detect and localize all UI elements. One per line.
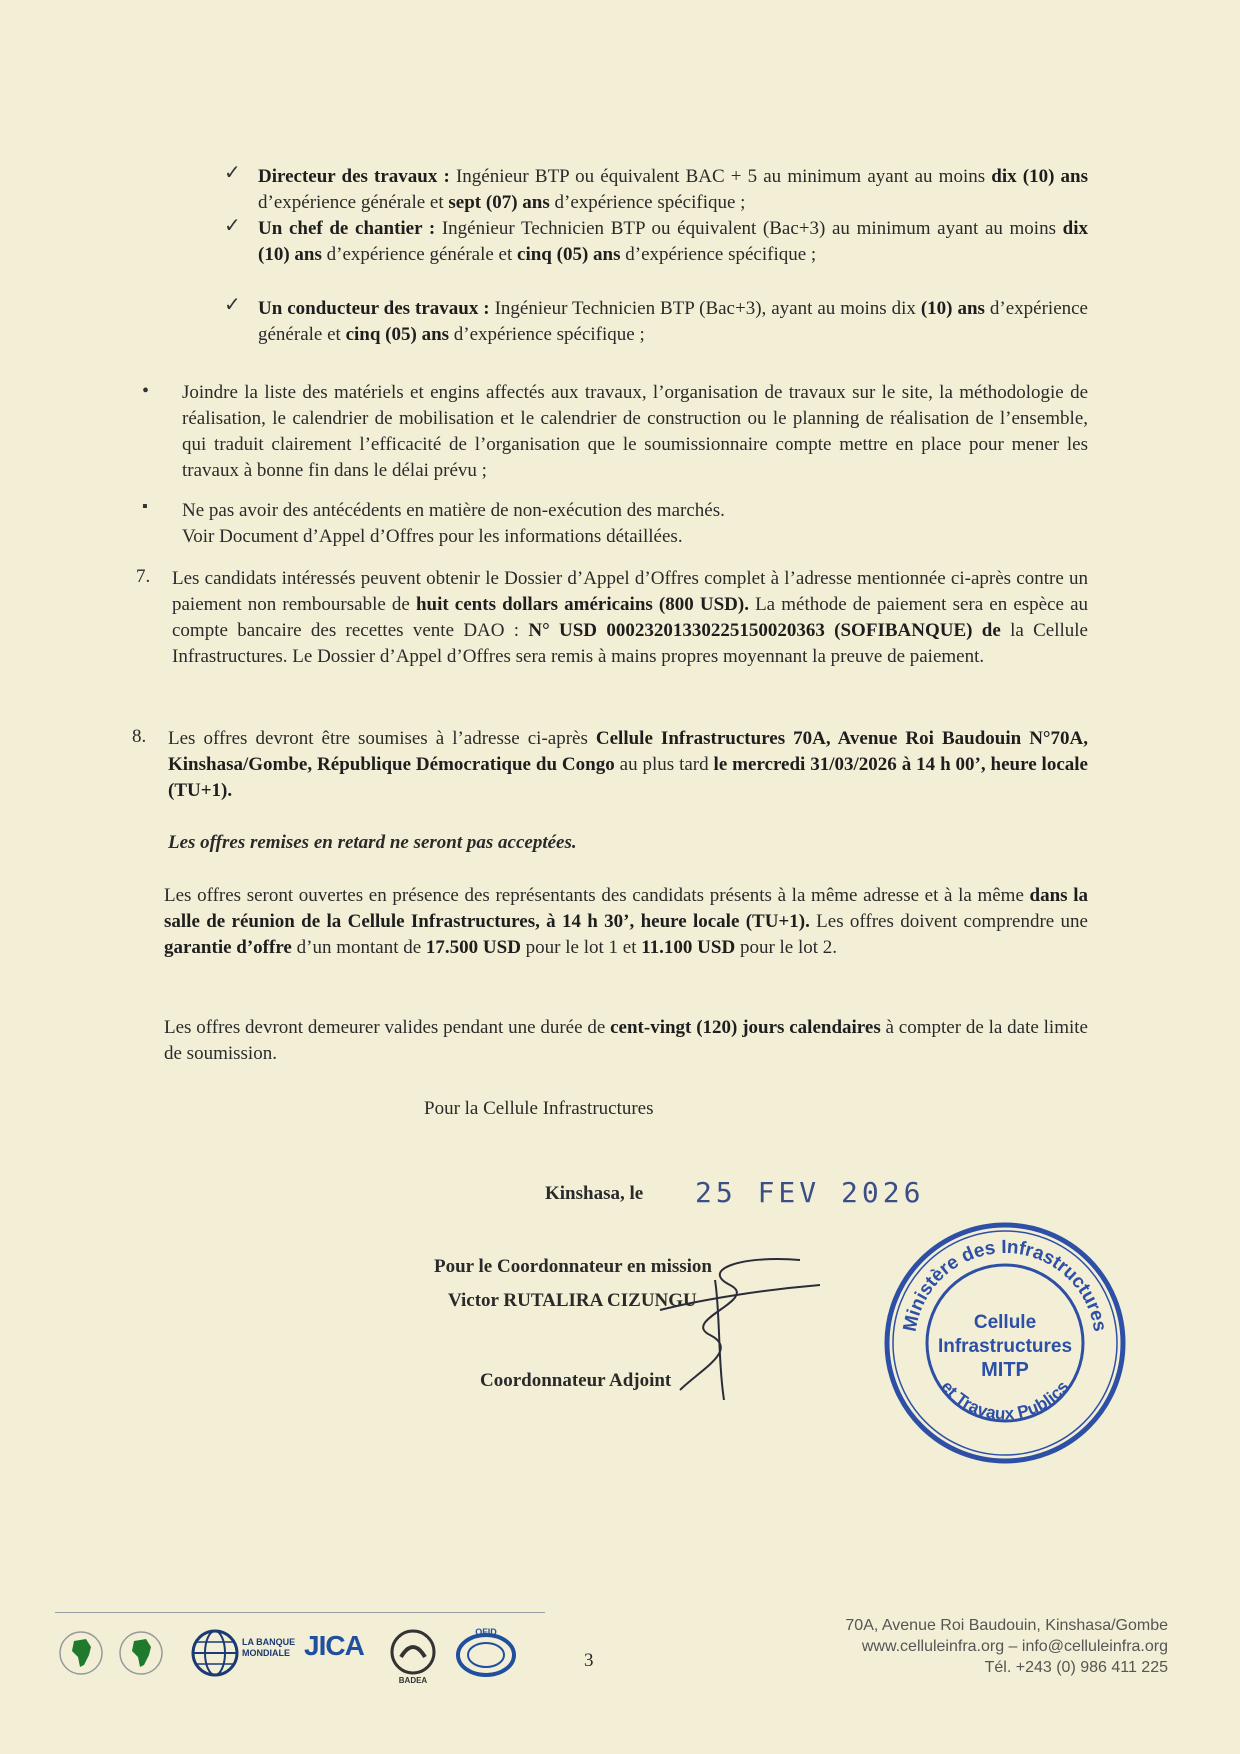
stamp-top-text: Ministère des Infrastructures	[899, 1236, 1111, 1334]
world-bank-label: LA BANQUE MONDIALE	[242, 1637, 296, 1658]
footer-tel: Tél. +243 (0) 986 411 225	[984, 1659, 1168, 1676]
page-number: 3	[584, 1650, 594, 1671]
item-7-number: 7.	[136, 566, 151, 587]
staff-directeur: Directeur des travaux : Ingénieur BTP ou équivalent BAC + 5 au minimum ayant au moins dix (10) ans d’expérience générale et sept (07) ans d’expérience spécifique ;	[258, 166, 1089, 213]
ofid-logo	[452, 1625, 520, 1681]
jica-logo: JICA	[304, 1630, 364, 1661]
stamp-bottom-text: et Travaux Publics	[937, 1377, 1073, 1424]
late-offers-notice: Les offres remises en retard ne seront pas acceptées.	[168, 832, 577, 853]
stamp-line-2: Infrastructures	[937, 1336, 1073, 1357]
bullet-see-doc: Voir Document d’Appel d’Offres pour les informations détaillées.	[182, 526, 683, 547]
stamp-line-1: Cellule	[973, 1312, 1037, 1333]
pour-cellule: Pour la Cellule Infrastructures	[424, 1098, 654, 1119]
date-stamp: 25 FEV 2026	[695, 1176, 925, 1209]
official-stamp	[880, 1218, 1130, 1468]
staff-chef-chantier: Un chef de chantier : Ingénieur Technicien BTP ou équivalent (Bac+3) au minimum ayant au moins dix (10) ans d’expérience générale et cinq (05) ans d’expérience spécifique ;	[258, 218, 1088, 265]
footer-address-block	[845, 1615, 1168, 1678]
handwritten-signature	[620, 1240, 840, 1420]
signatory-title: Coordonnateur Adjoint	[480, 1370, 672, 1391]
item-7-text: Les candidats intéressés peuvent obtenir le Dossier d’Appel d’Offres complet à l’adresse mentionnée ci-après contre un paiement non remboursable de huit cents dollars américains (800 USD). La méthode de paiement sera en espèce au compte bancaire des recettes vente DAO : N° USD 00023201330225150020363 (SOFIBANQUE) de la Cellule Infrastructures. Le Dossier d’Appel d’Offres sera remis à mains propres moyennant la preuve de paiement.	[172, 568, 1088, 667]
item-8-number: 8.	[132, 726, 147, 747]
bullet-materials: Joindre la liste des matériels et engins affectés aux travaux, l’organisation de travaux sur le site, la méthodologie de réalisation, le calendrier de mobilisation et le calendrier de construction ou le planning de réalisation de l’ensemble, qui traduit clairement l’efficacité de l’organisation que le soumissionnaire compte mettre en place pour mener les travaux à bonne fin dans le délai prévu ;	[182, 382, 1088, 481]
check-icon: ✓	[224, 162, 241, 184]
footer-divider	[55, 1612, 545, 1613]
africa-logo-2	[118, 1625, 164, 1681]
pour-coordonnateur: Pour le Coordonnateur en mission	[434, 1256, 712, 1277]
bullet-icon: •	[142, 380, 150, 402]
world-bank-logo	[186, 1625, 244, 1681]
item-8-text: Les offres devront être soumises à l’adresse ci-après Cellule Infrastructures 70A, Avenue Roi Baudouin N°70A, Kinshasa/Gombe, République Démocratique du Congo au plus tard le mercredi 31/03/2026 à 14 h 00’, heure locale (TU+1).	[168, 728, 1089, 801]
badea-label: BADEA	[398, 1676, 428, 1685]
staff-conducteur: Un conducteur des travaux : Ingénieur Technicien BTP (Bac+3), ayant au moins dix (10) ans d’expérience générale et cinq (05) ans d’expérience spécifique ;	[258, 298, 1088, 345]
signatory-name: Victor RUTALIRA CIZUNGU	[448, 1290, 697, 1311]
stamp-line-3: MITP	[981, 1359, 1029, 1381]
badea-logo	[386, 1625, 440, 1685]
check-icon: ✓	[224, 215, 241, 237]
footer-web: www.celluleinfra.org – info@celluleinfra.org	[861, 1638, 1168, 1655]
ofid-label: OFID	[475, 1627, 497, 1637]
africa-logo-1	[58, 1625, 104, 1681]
svg-text:et Travaux Publics	[937, 1377, 1072, 1423]
footer-address: 70A, Avenue Roi Baudouin, Kinshasa/Gombe	[845, 1617, 1168, 1634]
place-label: Kinshasa, le	[545, 1183, 644, 1204]
check-icon: ✓	[224, 294, 241, 316]
bullet-antecedents: Ne pas avoir des antécédents en matière de non-exécution des marchés.	[182, 500, 725, 521]
bullet-icon: ▪	[142, 498, 148, 515]
opening-paragraph: Les offres seront ouvertes en présence des représentants des candidats présents à la même adresse et à la même dans la salle de réunion de la Cellule Infrastructures, à 14 h 30’, heure locale (TU+1). Les offres doivent comprendre une garantie d’offre d’un montant de 17.500 USD pour le lot 1 et 11.100 USD pour le lot 2.	[164, 885, 1089, 958]
validity-paragraph: Les offres devront demeurer valides pendant une durée de cent-vingt (120) jours calendaires à compter de la date limite de soumission.	[164, 1017, 1088, 1064]
